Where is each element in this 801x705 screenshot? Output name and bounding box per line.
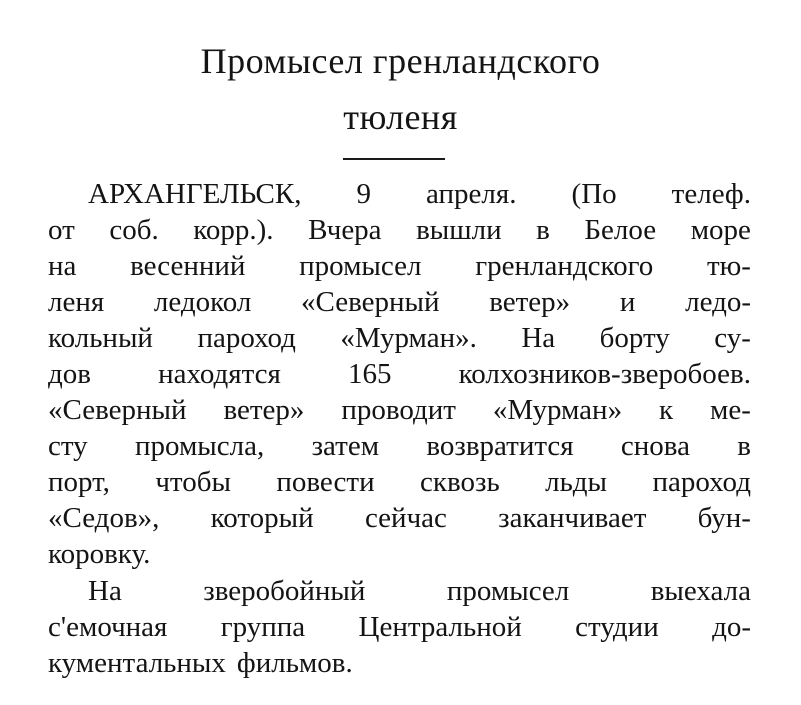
word: колхозников-зверобоев. bbox=[458, 358, 751, 390]
word: с'емочная bbox=[48, 611, 168, 643]
word: море bbox=[690, 214, 751, 246]
word: пароход bbox=[197, 322, 296, 354]
word: леня bbox=[48, 286, 105, 318]
word: промысел bbox=[446, 575, 570, 607]
word: «Северный bbox=[301, 286, 440, 318]
text-line bbox=[48, 320, 751, 356]
word: чтобы bbox=[155, 466, 231, 498]
word: фильмов. bbox=[236, 647, 353, 679]
word: на bbox=[48, 250, 77, 282]
word: пароход bbox=[652, 466, 751, 498]
word: к bbox=[659, 394, 674, 426]
word: весенний bbox=[130, 250, 246, 282]
text-line bbox=[48, 536, 751, 572]
word: бун- bbox=[697, 502, 751, 534]
word: дов bbox=[48, 358, 91, 390]
word: (По bbox=[571, 178, 617, 210]
word: льды bbox=[545, 466, 608, 498]
word: вышли bbox=[416, 214, 502, 246]
word: «Мурман». bbox=[340, 322, 477, 354]
word: от bbox=[48, 214, 75, 246]
word: ветер» bbox=[223, 394, 305, 426]
word: ледо- bbox=[685, 286, 751, 318]
headline-divider bbox=[343, 158, 445, 160]
word: соб. bbox=[109, 214, 159, 246]
word: 165 bbox=[348, 358, 392, 390]
word: «Мурман» bbox=[492, 394, 623, 426]
word: АРХАНГЕЛЬСК, bbox=[88, 178, 302, 210]
word: сейчас bbox=[364, 502, 447, 534]
word: промысла, bbox=[134, 430, 265, 462]
article-headline-line-2: тюленя bbox=[343, 97, 458, 137]
word: ледокол bbox=[153, 286, 252, 318]
word: кументальных bbox=[48, 647, 226, 679]
word: повести bbox=[276, 466, 375, 498]
text-line bbox=[48, 645, 751, 681]
word: выехала bbox=[650, 575, 751, 607]
word: гренландского bbox=[475, 250, 654, 282]
text-line bbox=[48, 464, 751, 500]
word: и bbox=[619, 286, 636, 318]
text-line bbox=[48, 573, 751, 609]
word: корр.). bbox=[193, 214, 274, 246]
word: кольный bbox=[48, 322, 153, 354]
word: порт, bbox=[48, 466, 110, 498]
word: заканчивает bbox=[498, 502, 647, 534]
text-line bbox=[48, 356, 751, 392]
word: снова bbox=[620, 430, 690, 462]
word: На bbox=[88, 575, 122, 607]
word: в bbox=[737, 430, 751, 462]
word: борту bbox=[599, 322, 670, 354]
article-paragraph-1 bbox=[48, 176, 751, 572]
word: ме- bbox=[710, 394, 751, 426]
word: проводит bbox=[341, 394, 456, 426]
word: Вчера bbox=[308, 214, 382, 246]
word: телеф. bbox=[671, 178, 751, 210]
article-paragraph-2 bbox=[48, 573, 751, 681]
word: Белое bbox=[584, 214, 657, 246]
word: ветер» bbox=[489, 286, 571, 318]
word: Центральной bbox=[358, 611, 522, 643]
word: апреля. bbox=[426, 178, 517, 210]
word: На bbox=[521, 322, 556, 354]
word: 9 bbox=[356, 178, 372, 210]
word: затем bbox=[311, 430, 380, 462]
word: группа bbox=[220, 611, 306, 643]
word: студии bbox=[575, 611, 659, 643]
text-line bbox=[48, 428, 751, 464]
article-headline-line-1: Промысел гренландского bbox=[200, 41, 601, 81]
word: коровку. bbox=[48, 538, 151, 570]
word: возвратится bbox=[426, 430, 574, 462]
text-line bbox=[48, 212, 751, 248]
text-line bbox=[48, 284, 751, 320]
word: в bbox=[536, 214, 550, 246]
text-line bbox=[48, 392, 751, 428]
word: до- bbox=[712, 611, 751, 643]
word: находятся bbox=[158, 358, 281, 390]
text-line bbox=[48, 500, 751, 536]
word: «Седов», bbox=[48, 502, 160, 534]
word: сквозь bbox=[420, 466, 500, 498]
text-line bbox=[48, 176, 751, 212]
word: который bbox=[210, 502, 314, 534]
word: су- bbox=[714, 322, 751, 354]
word: зверобойный bbox=[203, 575, 366, 607]
text-line bbox=[48, 248, 751, 284]
word: тю- bbox=[706, 250, 751, 282]
word: «Северный bbox=[48, 394, 187, 426]
word: сту bbox=[48, 430, 88, 462]
text-line bbox=[48, 609, 751, 645]
word: промысел bbox=[299, 250, 422, 282]
